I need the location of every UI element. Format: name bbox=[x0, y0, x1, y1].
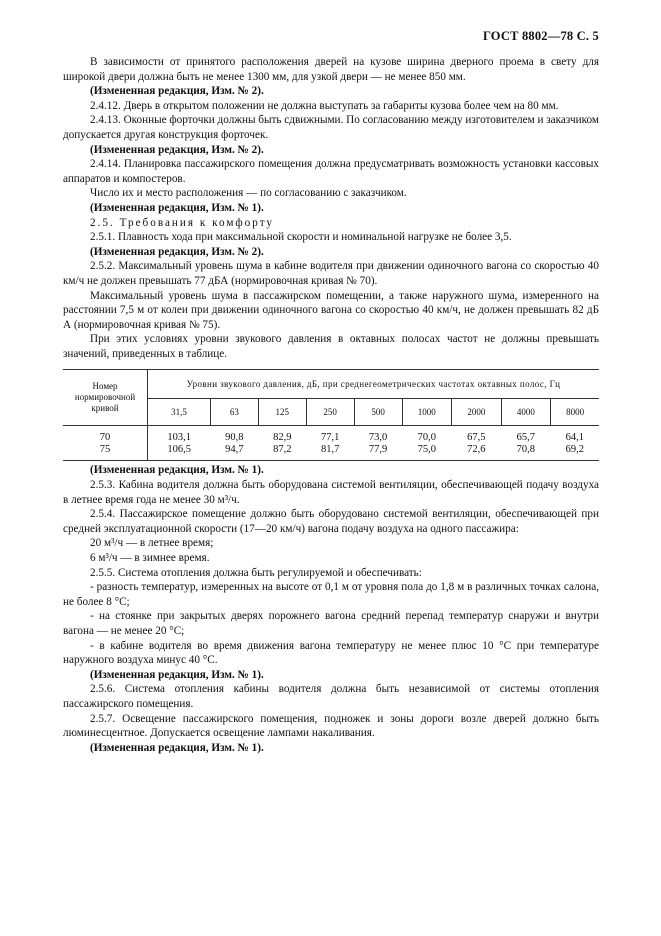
sound-level-cell: 90,8 bbox=[225, 432, 244, 444]
paragraph: 2.4.13. Оконные форточки должны быть сдвижными. По согласованию между изготовителем и заказчиком допускается другая конструкция форточек. bbox=[63, 114, 599, 141]
frequency-header: 2000 bbox=[452, 399, 502, 426]
frequency-header: 4000 bbox=[501, 399, 551, 426]
sound-level-cell: 72,6 bbox=[452, 444, 502, 461]
frequency-header: 31,5 bbox=[148, 399, 211, 426]
sound-level-cell: 73,0 bbox=[368, 432, 388, 444]
paragraph: 20 м³/ч — в летнее время; bbox=[90, 537, 214, 550]
frequency-header: 8000 bbox=[551, 399, 599, 426]
amendment-note: (Измененная редакция, Изм. № 1). bbox=[90, 464, 264, 477]
paragraph: При этих условиях уровни звукового давления в октавных полосах частот не должны превышать значений, приведенных в таблице. bbox=[63, 333, 599, 360]
sound-level-cell: 82,9 bbox=[273, 432, 292, 444]
sound-level-cell: 64,1 bbox=[565, 432, 584, 444]
table-row bbox=[63, 444, 599, 461]
paragraph: 2.5.2. Максимальный уровень шума в кабине водителя при движении одиночного вагона со скоростью 40 км/ч не должен превышать 77 дБА (нормировочная кривая № 70). bbox=[63, 260, 599, 287]
table-row bbox=[63, 426, 599, 445]
paragraph: 2.5.3. Кабина водителя должна быть оборудована системой вентиляции, обеспечивающей подачу воздуха в летнее время года не менее 30 м³/ч. bbox=[63, 479, 599, 506]
document-body bbox=[63, 55, 599, 755]
sound-level-cell: 77,1 bbox=[320, 432, 340, 444]
amendment-note: (Измененная редакция, Изм. № 2). bbox=[90, 143, 264, 156]
paragraph: Максимальный уровень шума в пассажирском помещении, а также наружного шума, измеренного на расстоянии 7,5 м от колеи при движении одиночного вагона со скоростью 40 км/ч, не должен превышать 82 дБ А (нормировочная кривая № 75). bbox=[63, 289, 599, 331]
paragraph: 2.4.12. Дверь в открытом положении не должна выступать за габариты кузова более чем на 80 мм. bbox=[90, 99, 559, 112]
amendment-note: (Измененная редакция, Изм. № 1). bbox=[90, 201, 264, 214]
frequency-header: 63 bbox=[210, 399, 258, 426]
frequency-header: 250 bbox=[306, 399, 354, 426]
sound-level-cell: 65,7 bbox=[516, 432, 536, 444]
paragraph: 2.5.1. Плавность хода при максимальной скорости и номинальной нагрузке не более 3,5. bbox=[90, 231, 512, 244]
curve-number-cell: 75 bbox=[63, 444, 148, 461]
sound-level-cell: 75,0 bbox=[402, 444, 452, 461]
paragraph: В зависимости от принятого расположения дверей на кузове ширина дверного проема в свету для широкой двери должна быть не менее 1300 мм, для узкой двери — не менее 850 мм. bbox=[63, 56, 599, 83]
paragraph: 6 м³/ч — в зимнее время. bbox=[90, 552, 210, 565]
paragraph: Число их и место расположения — по согласованию с заказчиком. bbox=[90, 187, 407, 200]
noise-levels-table bbox=[63, 369, 599, 461]
sound-level-cell: 94,7 bbox=[210, 444, 258, 461]
paragraph: - в кабине водителя во время движения вагона температуру не менее плюс 10 °С при температуре наружного воздуха минус 40 °С. bbox=[63, 639, 599, 667]
sound-level-cell: 77,9 bbox=[354, 444, 402, 461]
paragraph: - разность температур, измеренных на высоте от 0,1 м от уровня пола до 1,8 м в различных точках салона, не более 8 °С; bbox=[63, 581, 599, 608]
sound-level-cell: 67,5 bbox=[467, 432, 486, 444]
paragraph: 2.5.4. Пассажирское помещение должно быть оборудовано системой вентиляции, обеспечивающей при средней эксплуатационной скорости (17—20 км/ч) вагона подачу воздуха на одного пассажира: bbox=[63, 508, 599, 535]
paragraph: 2.5.7. Освещение пассажирского помещения, подножек и зоны дороги возле дверей должно быть люминесцентное. Допускается освещение лампами накаливания. bbox=[63, 712, 599, 740]
amendment-note: (Измененная редакция, Изм. № 2). bbox=[90, 245, 264, 258]
sound-level-cell: 103,1 bbox=[167, 432, 192, 444]
paragraph: 2.5. Требования к комфорту bbox=[90, 216, 275, 229]
paragraph: - на стоянке при закрытых дверях порожнего вагона средний перепад температур снаружи и внутри вагона — не менее 20 °С; bbox=[63, 610, 599, 637]
amendment-note: (Измененная редакция, Изм. № 2). bbox=[90, 85, 264, 98]
frequency-header: 500 bbox=[354, 399, 402, 426]
frequency-header: 125 bbox=[258, 399, 306, 426]
table-span-header: Уровни звукового давления, дБ, при среднегеометрических частотах октавных полос, Гц bbox=[148, 370, 600, 399]
sound-level-cell: 87,2 bbox=[258, 444, 306, 461]
curve-number-cell: 70 bbox=[63, 426, 148, 445]
amendment-note: (Измененная редакция, Изм. № 1). bbox=[90, 668, 264, 681]
sound-level-cell: 70,0 bbox=[417, 432, 436, 444]
page-header: ГОСТ 8802—78 С. 5 bbox=[482, 29, 599, 43]
table-body bbox=[63, 426, 599, 461]
sound-level-cell: 70,8 bbox=[501, 444, 551, 461]
frequency-header: 1000 bbox=[402, 399, 452, 426]
sound-level-cell: 69,2 bbox=[551, 444, 599, 461]
paragraph: 2.5.5. Система отопления должна быть регулируемой и обеспечивать: bbox=[90, 566, 422, 579]
paragraphs-before-table bbox=[63, 55, 599, 361]
paragraph: 2.4.14. Планировка пассажирского помещения должна предусматривать возможность установки кассовых аппаратов и компостеров. bbox=[63, 158, 599, 185]
sound-level-cell: 106,5 bbox=[148, 444, 211, 461]
paragraph: 2.5.6. Система отопления кабины водителя должна быть независимой от системы отопления пассажирского помещения. bbox=[63, 683, 599, 710]
sound-level-cell: 81,7 bbox=[306, 444, 354, 461]
table-left-header: Номер нормировочной кривой bbox=[63, 370, 148, 426]
paragraphs-after-table bbox=[63, 463, 599, 755]
amendment-note: (Измененная редакция, Изм. № 1). bbox=[90, 741, 264, 754]
